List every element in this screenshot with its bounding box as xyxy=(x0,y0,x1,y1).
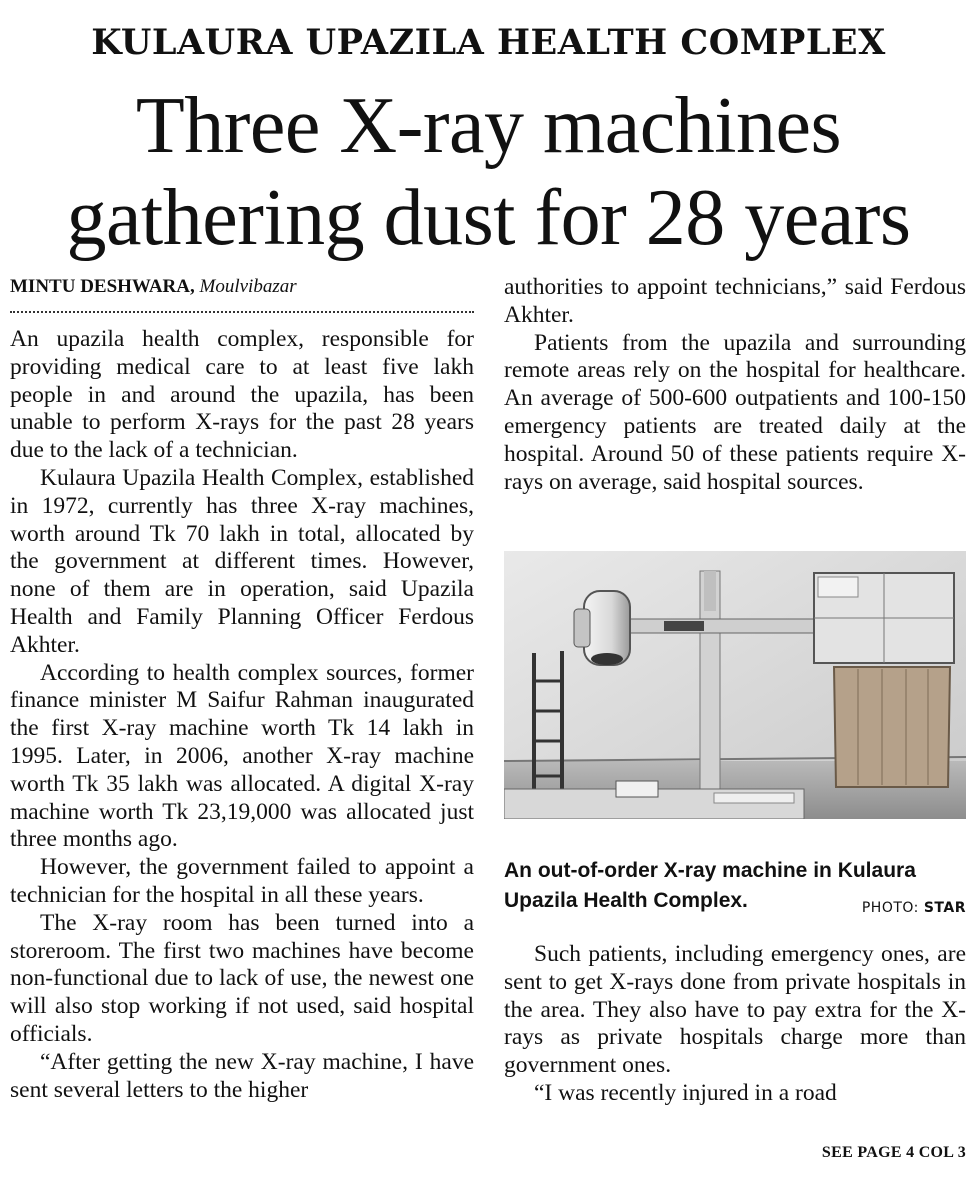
photo-caption: An out-of-order X-ray machine in Kulaura Upazila Health Complex. xyxy=(504,859,916,912)
paragraph-6: “After getting the new X-ray machine, I have sent several letters to the higher xyxy=(10,1048,474,1103)
photo-credit-source: STAR xyxy=(923,900,966,916)
article-column-2-top xyxy=(504,274,966,496)
photo-credit xyxy=(862,900,966,916)
xray-machine-photo xyxy=(504,551,966,819)
paragraph-9: Such patients, including emergency ones, are sent to get X-rays done from private hospitals in the area. They also have to pay extra for the X-rays as private hospitals charge more than government ones. xyxy=(504,941,966,1079)
continued-on-page: SEE PAGE 4 COL 3 xyxy=(821,1144,966,1161)
paragraph-4: However, the government failed to appoint a technician for the hospital in all these years. xyxy=(10,854,474,908)
photo-credit-label: PHOTO: xyxy=(861,900,919,916)
paragraph-3: According to health complex sources, former finance minister M Saifur Rahman inaugurated the first X-ray machine worth Tk 14 lakh in 1995. Later, in 2006, another X-ray machine worth Tk 35 lakh was allocated. A digital X-ray machine worth Tk 23,19,000 was allocated just three months ago. xyxy=(10,659,474,853)
byline-author: MINTU DESHWARA, xyxy=(10,276,195,297)
article-column-2-bottom xyxy=(504,941,966,1108)
section-kicker: KULAURA UPAZILA HEALTH COMPLEX xyxy=(91,22,886,63)
headline-line-1: Three X-ray machines xyxy=(135,82,842,170)
byline-location: Moulvibazar xyxy=(199,276,297,297)
headline-line-2: gathering dust for 28 years xyxy=(66,174,911,262)
byline xyxy=(10,274,475,300)
paragraph-7: authorities to appoint technicians,” said Ferdous Akhter. xyxy=(504,274,966,328)
article-column-1 xyxy=(10,326,474,1104)
headline xyxy=(0,80,977,264)
paragraph-8: Patients from the upazila and surrounding remote areas rely on the hospital for healthcare. An average of 500-600 outpatients and 100-150 emergency patients are treated daily at the hospital. Around 50 of these patients require X-rays on average, said hospital sources. xyxy=(504,329,966,495)
paragraph-5: The X-ray room has been turned into a storeroom. The first two machines have become non-functional due to lack of use, the newest one will also stop working if not used, said hospital officials. xyxy=(10,909,474,1047)
paragraph-2: Kulaura Upazila Health Complex, established in 1972, currently has three X-ray machines, worth around Tk 70 lakh in total, allocated by the government at different times. However, none of them are in operation, said Upazila Health and Family Planning Officer Ferdous Akhter. xyxy=(10,464,474,658)
paragraph-1: An upazila health complex, responsible for providing medical care to at least five lakh people in and around the upazila, has been unable to perform X-rays for the past 28 years due to the lack of a technician. xyxy=(10,326,474,464)
byline-divider xyxy=(10,311,474,313)
paragraph-10: “I was recently injured in a road xyxy=(534,1079,837,1106)
